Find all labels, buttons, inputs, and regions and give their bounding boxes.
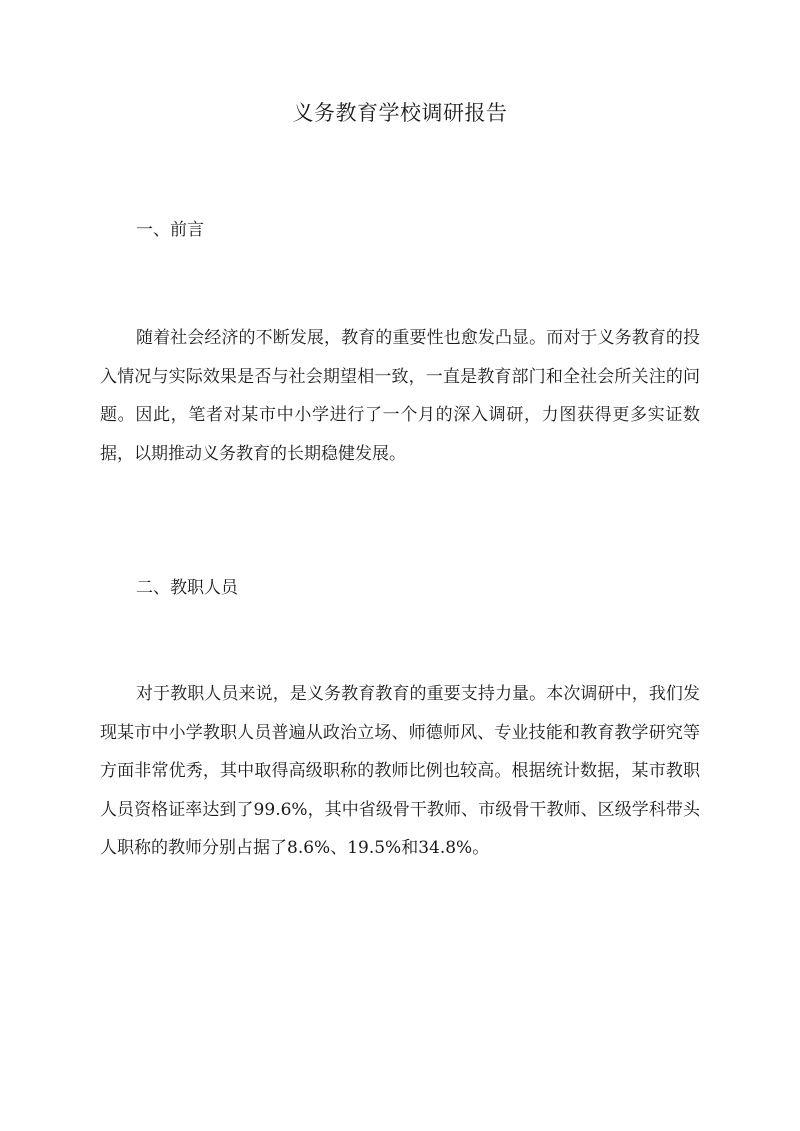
section-heading-staff: 二、教职人员 (136, 578, 238, 598)
section-heading-preface: 一、前言 (136, 220, 204, 240)
document-title: 义务教育学校调研报告 (292, 101, 508, 125)
section-paragraph-preface: 随着社会经济的不断发展，教育的重要性也愈发凸显。而对于义务教育的投入情况与实际效果是否与社会期望相一致，一直是教育部门和全社会所关注的问题。因此，笔者对某市中小学进行了一个月的深入调研，力图获得更多实证数据，以期推动义务教育的长期稳健发展。 (100, 328, 700, 464)
section-paragraph-staff: 对于教职人员来说，是义务教育教育的重要支持力量。本次调研中，我们发现某市中小学教职人员普遍从政治立场、师德师风、专业技能和教育教学研究等方面非常优秀，其中取得高级职称的教师比例也较高。根据统计数据，某市教职人员资格证率达到了99.6%，其中省级骨干教师、市级骨干教师、区级学科带头人职称的教师分别占据了8.6%、19.5%和34.8%。 (100, 684, 700, 858)
